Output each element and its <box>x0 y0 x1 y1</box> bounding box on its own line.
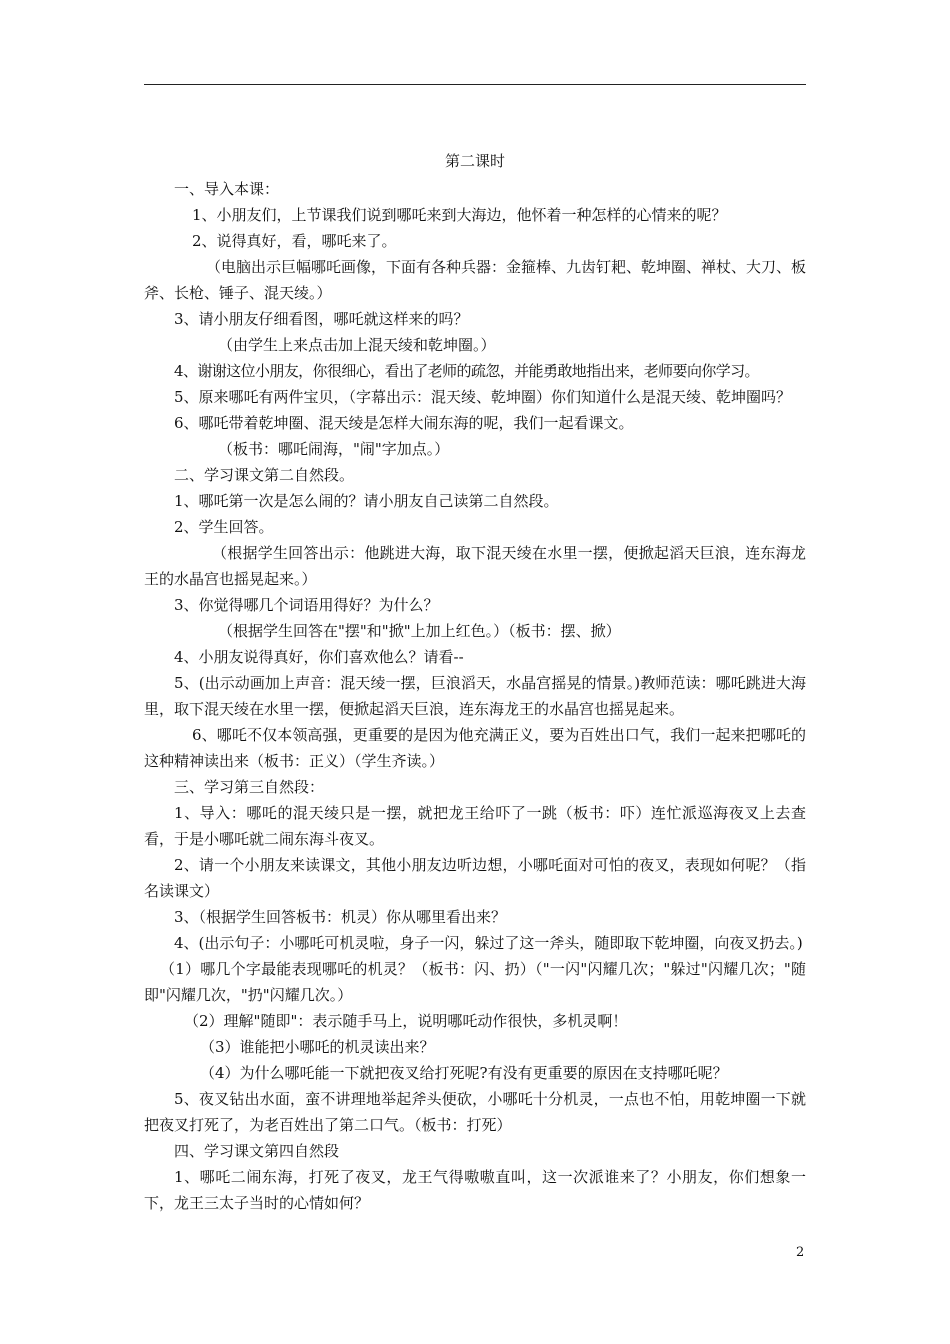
paragraph-line: （3）谁能把小哪吒的机灵读出来？ <box>200 1038 435 1056</box>
paragraph-line: 1、导入：哪吒的混天绫只是一摆，就把龙王给吓了一跳（板书：吓）连忙派巡海夜叉上去查看，于是小哪吒就二闹东海斗夜叉。 <box>144 804 806 848</box>
paragraph-line: 4、(出示句子：小哪吒可机灵啦，身子一闪，躲过了这一斧头，随即取下乾坤圈，向夜叉扔去。) <box>174 934 803 952</box>
paragraph-line: 2、学生回答。 <box>174 518 274 536</box>
paragraph-line: 4、谢谢这位小朋友，你很细心，看出了老师的疏忽，并能勇敢地指出来，老师要向你学习。 <box>174 362 759 380</box>
paragraph-line: （2）理解"随即"：表示随手马上，说明哪吒动作很快，多机灵啊！ <box>184 1012 628 1030</box>
document-body <box>144 147 806 1216</box>
paragraph-line: 1、哪吒二闹东海，打死了夜叉，龙王气得嗷嗷直叫，这一次派谁来了？小朋友，你们想象一下，龙王三太子当时的心情如何？ <box>144 1168 806 1212</box>
paragraph-line: 4、小朋友说得真好，你们喜欢他么？请看-- <box>174 648 464 666</box>
paragraph-line: 3、你觉得哪几个词语用得好？为什么？ <box>174 596 439 614</box>
paragraph-line: 6、哪吒不仅本领高强，更重要的是因为他充满正义，要为百姓出口气，我们一起来把哪吒的这种精神读出来（板书：正义）（学生齐读。） <box>144 726 806 770</box>
paragraph-line: 1、哪吒第一次是怎么闹的？请小朋友自己读第二自然段。 <box>174 492 559 510</box>
paragraph-line: 5、原来哪吒有两件宝贝，（字幕出示：混天绫、乾坤圈）你们知道什么是混天绫、乾坤圈吗？ <box>174 388 792 406</box>
paragraph-line: （4）为什么哪吒能一下就把夜叉给打死呢?有没有更重要的原因在支持哪吒呢？ <box>200 1064 728 1082</box>
paragraph-line: 5、(出示动画加上声音：混天绫一摆，巨浪滔天，水晶宫摇晃的情景。)教师范读：哪吒跳进大海里，取下混天绫在水里一摆，便掀起滔天巨浪，连东海龙王的水晶宫也摇晃起来。 <box>144 674 806 718</box>
header-rule <box>144 84 806 85</box>
paragraph-line: （1）哪几个字最能表现哪吒的机灵？（板书：闪、扔）（"一闪"闪耀几次；"躲过"闪耀几次；"随即"闪耀几次，"扔"闪耀几次。） <box>144 960 806 1004</box>
paragraph-line: 5、夜叉钻出水面，蛮不讲理地举起斧头便砍，小哪吒十分机灵，一点也不怕，用乾坤圈一下就把夜叉打死了，为老百姓出了第二口气。（板书：打死） <box>144 1090 806 1134</box>
paragraph-line: 二、学习课文第二自然段。 <box>174 466 355 484</box>
paragraph-line: 2、说得真好，看，哪吒来了。 <box>192 232 397 250</box>
paragraph-line: 三、学习第三自然段： <box>174 778 325 796</box>
paragraph-line: 一、导入本课： <box>174 180 280 198</box>
page-number: 2 <box>796 1245 805 1260</box>
paragraph-line: 1、小朋友们，上节课我们说到哪吒来到大海边，他怀着一种怎样的心情来的呢？ <box>192 206 727 224</box>
paragraph-line: 2、请一个小朋友来读课文，其他小朋友边听边想，小哪吒面对可怕的夜叉，表现如何呢？（指名读课文） <box>144 856 806 900</box>
paragraph-list <box>144 176 806 1216</box>
paragraph-line: 3、（根据学生回答板书：机灵）你从哪里看出来？ <box>174 908 507 926</box>
paragraph-line: （根据学生回答出示：他跳进大海，取下混天绫在水里一摆，便掀起滔天巨浪，连东海龙王的水晶宫也摇晃起来。） <box>144 544 806 588</box>
paragraph-line: （根据学生回答在"摆"和"掀"上加上红色。）（板书：摆、掀） <box>218 622 621 640</box>
paragraph-line: （电脑出示巨幅哪吒画像，下面有各种兵器：金箍棒、九齿钉耙、乾坤圈、禅杖、大刀、板斧、长枪、锤子、混天绫。） <box>144 258 807 302</box>
paragraph-line: （由学生上来点击加上混天绫和乾坤圈。） <box>218 336 496 354</box>
page-title: 第二课时 <box>444 152 505 170</box>
paragraph-line: 3、请小朋友仔细看图，哪吒就这样来的吗？ <box>174 310 469 328</box>
paragraph-line: 6、哪吒带着乾坤圈、混天绫是怎样大闹东海的呢，我们一起看课文。 <box>174 414 634 432</box>
paragraph-line: （板书：哪吒闹海，"闹"字加点。） <box>218 440 450 458</box>
paragraph-line: 四、学习课文第四自然段 <box>174 1142 340 1160</box>
